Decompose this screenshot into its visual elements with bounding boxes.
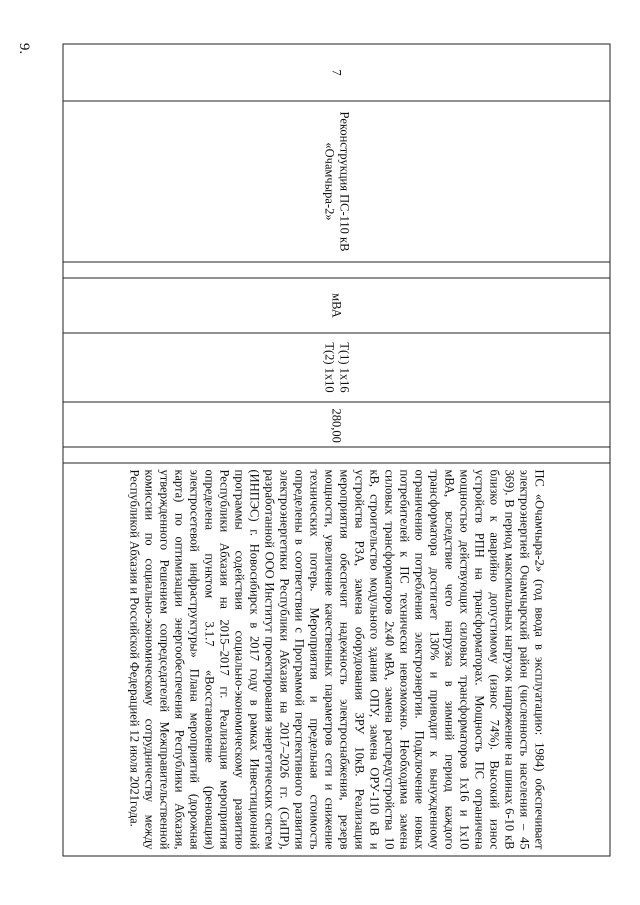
row-number: 7: [63, 44, 610, 101]
capacity-line-1: Т(1) 1х16: [337, 342, 352, 393]
capacity-line-2: Т(2) 1х10: [322, 342, 337, 393]
project-name: Реконструкция ПС-110 кВ «Очамчыра-2»: [63, 101, 610, 262]
description-text: ПС «Очамчыра-2» (год ввода в эксплуатацию: 1984) обеспечивает электроэнергией Очамчырский район (численность населения – 45 369). В период максимальных нагрузок напряжение на шинах 6-10 кВ близко к аварийно допустимому (износ 74%). Высокий износ устройств РПН на трансформаторах. Мощность ПС ограничена мощностью действующих силовых трансформаторов 1х16 и 1х10 мВА, вследствие чего нагрузка в зимний период каждого трансформатора достигает 130% и приводит к вынужденному ограничению потребления электроэнергии. Подключение новых потребителей к ПС технически невозможно. Необходима замена силовых трансформаторов 2х40 мВА, замена распредустройства 10 кВ, строительство модульного здания ОПУ, замена ОРУ-110 кВ и устройства РЗА, замена оборудования ЗРУ 10кВ. Реализация мероприятия обеспечит надежность электроснабжения, резерв мощности, увеличение качественных параметров сети и снижение технических потерь. Мероприятия и предельная стоимость определены в соответствии с Программой перспективного развития электроэнергетики Республики Абхазия на 2017–2026 гг. (СиПР), разработанной ООО Институт проектирования энергетических систем (ИНПЭС) г. Новосибирск в 2017 году в рамках Инвестиционной программы содействия социально-экономическому развитию Республики Абхазия на 2015–2017 гг. Реализация мероприятия определена пунктом 3.1.7 «Восстановление (реновация) электросетевой инфраструктуры» Плана мероприятий (дорожная карта) по оптимизации энергообеспечения Республики Абхазия, утвержденного Решением сопредседателей Межправительственной комиссии по социально-экономическому сотрудничеству между Республикой Абхазия и Российской Федерацией 12 июля 2021года.: [127, 469, 547, 850]
capacity-cell: [63, 333, 610, 402]
measures-table: [63, 44, 611, 857]
description-cell: [63, 463, 610, 856]
cost-cell: 280,00: [63, 402, 610, 447]
unit-cell: мВА: [63, 278, 610, 333]
rotated-table-sheet: [63, 44, 611, 857]
empty-cell: [63, 447, 610, 463]
table-row: [63, 44, 610, 856]
empty-cell: [63, 262, 610, 278]
page-number: 9.: [16, 42, 33, 55]
